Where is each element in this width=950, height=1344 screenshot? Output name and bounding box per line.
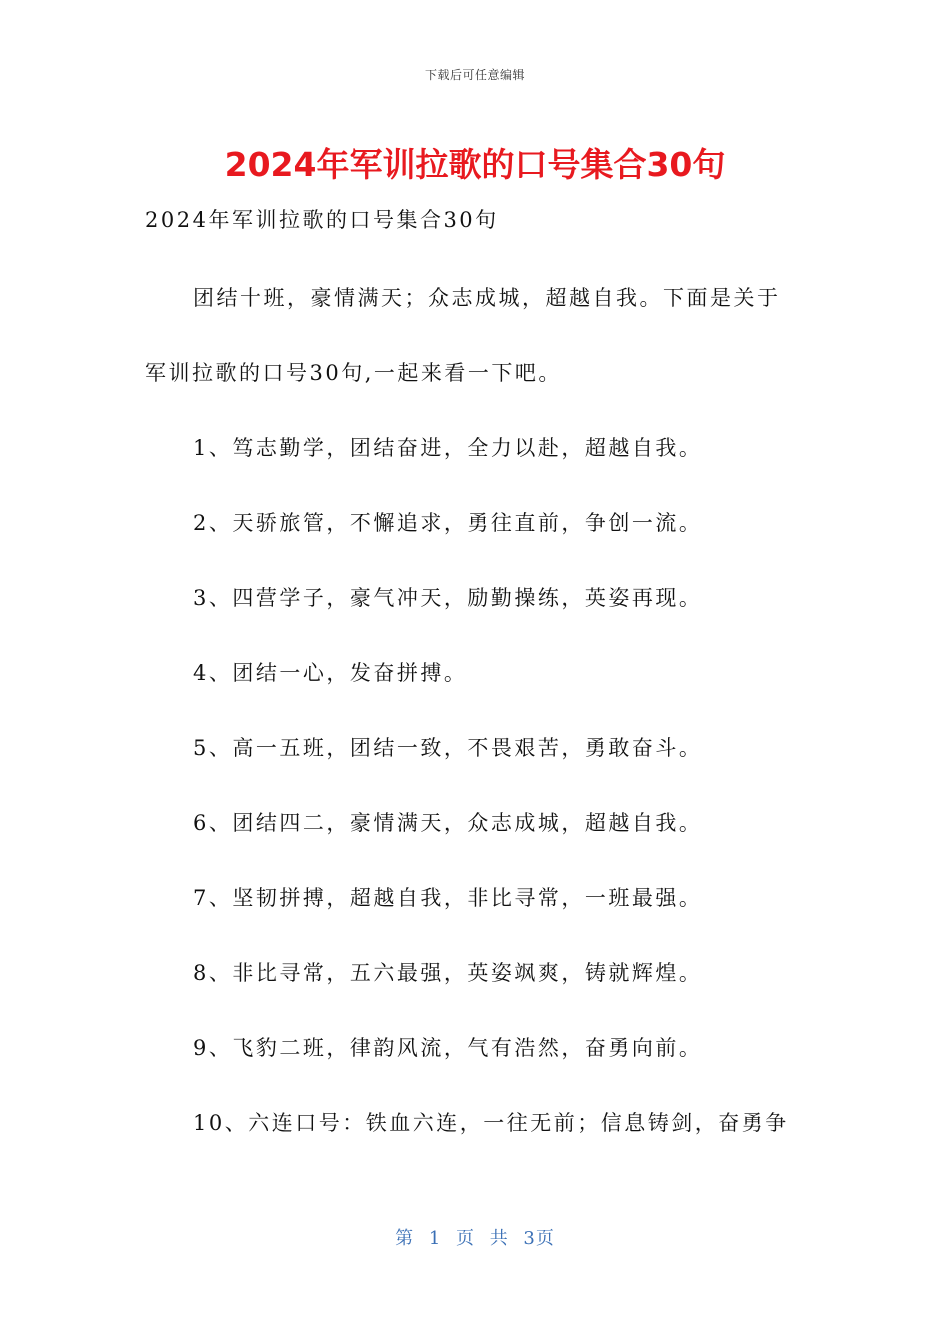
header-note: 下载后可任意编辑 xyxy=(424,68,525,82)
slogan-item: 9、飞豹二班，律韵风流，气有浩然，奋勇向前。 xyxy=(193,1036,703,1060)
intro-paragraph-line-1: 团结十班，豪情满天；众志成城，超越自我。下面是关于 xyxy=(193,286,781,310)
slogan-item: 2、天骄旅管，不懈追求，勇往直前，争创一流。 xyxy=(193,511,703,535)
document-title: 2024年军训拉歌的口号集合30句 xyxy=(224,145,726,184)
slogan-item: 8、非比寻常，五六最强，英姿飒爽，铸就辉煌。 xyxy=(193,961,703,985)
slogan-item: 7、坚韧拼搏，超越自我，非比寻常，一班最强。 xyxy=(193,886,703,910)
slogan-item: 4、团结一心，发奋拼搏。 xyxy=(193,661,468,685)
intro-paragraph-line-2: 军训拉歌的口号30句,一起来看一下吧。 xyxy=(145,361,562,385)
slogan-item: 10、六连口号：铁血六连，一往无前；信息铸剑，奋勇争 xyxy=(193,1111,789,1135)
document-body xyxy=(145,204,810,1182)
slogan-item: 6、团结四二，豪情满天，众志成城，超越自我。 xyxy=(193,811,703,835)
slogan-item: 3、四营学子，豪气冲天，励勤操练，英姿再现。 xyxy=(193,586,703,610)
page-number-footer: 第 1 页 共 3页 xyxy=(395,1228,555,1249)
slogan-item: 1、笃志勤学，团结奋进，全力以赴，超越自我。 xyxy=(193,436,703,460)
document-subtitle: 2024年军训拉歌的口号集合30句 xyxy=(145,208,499,232)
slogan-item: 5、高一五班，团结一致，不畏艰苦，勇敢奋斗。 xyxy=(193,736,703,760)
